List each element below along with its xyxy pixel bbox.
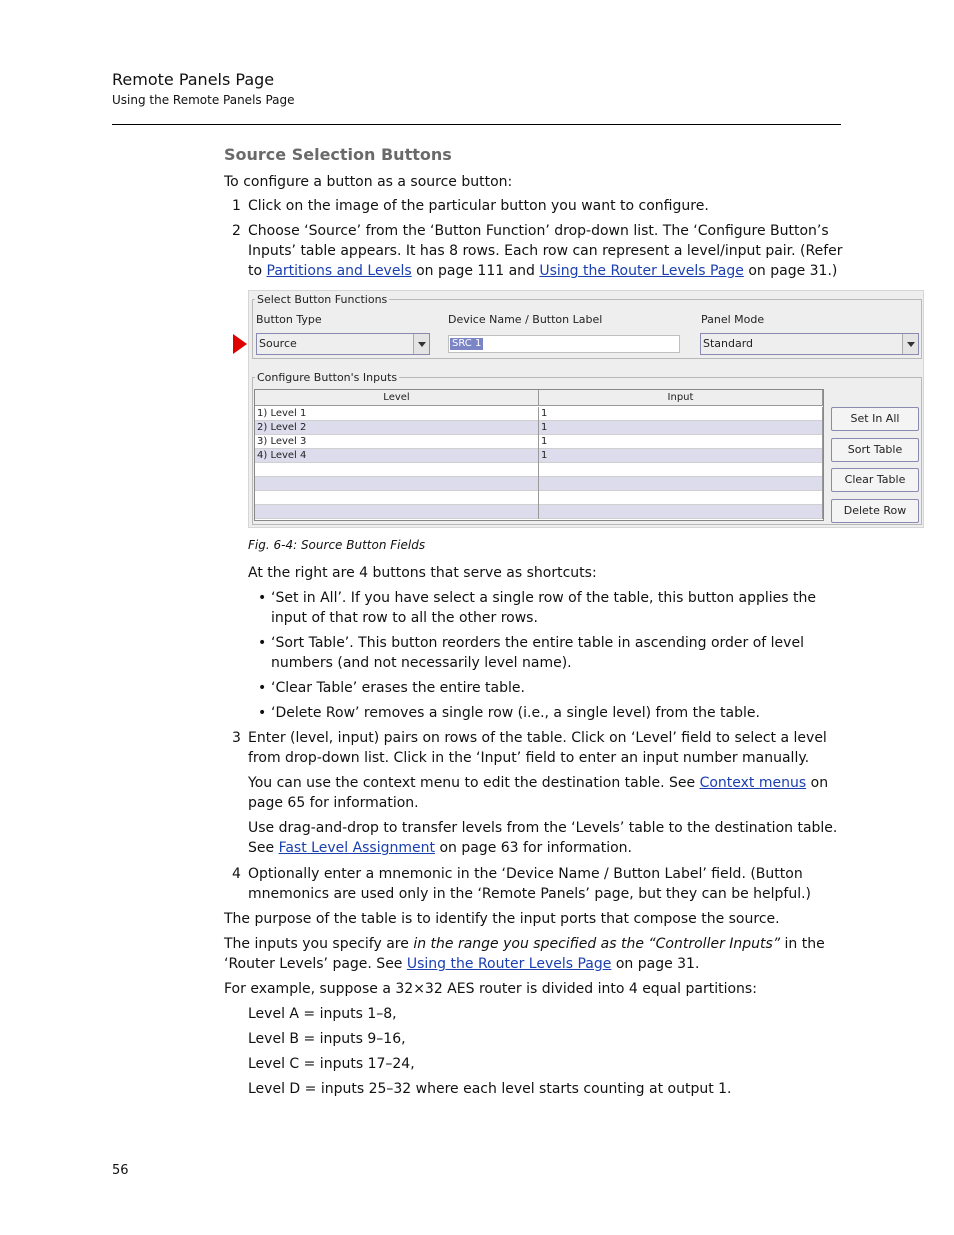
- paragraph-text-part: in the ‘Router Levels’ page. See: [224, 936, 825, 972]
- bullet-text: ‘Clear Table’ erases the entire table.: [271, 680, 525, 696]
- chevron-down-icon[interactable]: [413, 334, 429, 354]
- input-cell[interactable]: 1: [539, 421, 823, 435]
- level-cell[interactable]: 2) Level 2: [255, 421, 539, 435]
- input-cell[interactable]: [539, 491, 823, 505]
- sort-table-button[interactable]: Sort Table: [831, 438, 919, 462]
- input-cell[interactable]: 1: [539, 435, 823, 449]
- level-cell[interactable]: [255, 505, 539, 519]
- step-text-part: Choose ‘Source’ from the ‘Button Function’ drop-down list. The ‘Configure Button’s Inputs’ table appears. It has 8 rows. Each row can represent a level/input pair. (Refer to: [248, 223, 843, 279]
- delete-row-button[interactable]: Delete Row: [831, 499, 919, 523]
- step-1: [232, 196, 844, 216]
- paragraph-text-part: Use drag-and-drop to transfer levels from the ‘Levels’ table to the destination table. See: [248, 820, 838, 856]
- step-text: [248, 221, 844, 281]
- group-label: Select Button Functions: [257, 293, 388, 306]
- device-name-label: Device Name / Button Label: [448, 313, 603, 326]
- column-header-input[interactable]: Input: [539, 390, 823, 406]
- shortcuts-intro: At the right are 4 buttons that serve as shortcuts:: [248, 565, 597, 581]
- table-row[interactable]: [255, 407, 823, 421]
- inputs-table[interactable]: [254, 389, 824, 521]
- set-in-all-button[interactable]: Set In All: [831, 407, 919, 431]
- paragraph-emphasis: in the range you specified as the “Controller Inputs”: [413, 936, 781, 952]
- bullet-text: ‘Sort Table’. This button reorders the entire table in ascending order of level numbers (and not necessarily level name).: [271, 635, 804, 671]
- step-number: 3: [232, 730, 241, 746]
- input-cell[interactable]: [539, 477, 823, 491]
- link-router-levels-page[interactable]: Using the Router Levels Page: [406, 956, 612, 972]
- input-cell[interactable]: [539, 505, 823, 519]
- step-text-part: on page 31.): [743, 263, 838, 279]
- device-name-value: SRC 1: [452, 338, 482, 349]
- panel-mode-value: Standard: [703, 337, 754, 350]
- level-line: Level A = inputs 1–8,: [248, 1006, 397, 1022]
- table-row[interactable]: [255, 421, 823, 435]
- level-cell[interactable]: 4) Level 4: [255, 449, 539, 463]
- step-text: Click on the image of the particular button you want to configure.: [248, 198, 709, 214]
- device-name-input[interactable]: [448, 335, 680, 353]
- source-button-fields-figure: [248, 290, 924, 528]
- running-header-subtitle: Using the Remote Panels Page: [112, 93, 295, 107]
- bullet-glyph: •: [258, 590, 267, 606]
- paragraph-text-part: You can use the context menu to edit the destination table. See: [248, 775, 700, 791]
- step-2: [232, 221, 844, 281]
- figure-caption: Fig. 6-4: Source Button Fields: [248, 538, 426, 552]
- level-cell[interactable]: 1) Level 1: [255, 407, 539, 421]
- group-label: Configure Button's Inputs: [257, 371, 398, 384]
- input-cell[interactable]: 1: [539, 449, 823, 463]
- table-row[interactable]: [255, 435, 823, 449]
- level-line: Level B = inputs 9–16,: [248, 1031, 406, 1047]
- panel-mode-label: Panel Mode: [701, 313, 765, 326]
- purpose-paragraph: The purpose of the table is to identify the input ports that compose the source.: [224, 911, 780, 927]
- table-row[interactable]: [255, 449, 823, 463]
- step-number: 1: [232, 198, 241, 214]
- paragraph-text-part: on page 65 for information.: [248, 775, 829, 811]
- input-cell[interactable]: [539, 463, 823, 477]
- step-4: [232, 864, 844, 904]
- section-heading: Source Selection Buttons: [224, 145, 452, 164]
- inputs-paragraph: [224, 934, 844, 974]
- table-row[interactable]: [255, 477, 823, 491]
- table-row[interactable]: [255, 505, 823, 519]
- level-cell[interactable]: [255, 477, 539, 491]
- step-number: 2: [232, 223, 241, 239]
- input-cell[interactable]: 1: [539, 407, 823, 421]
- paragraph-text-part: on page 63 for information.: [435, 840, 632, 856]
- intro-text: To configure a button as a source button:: [224, 174, 513, 190]
- drag-drop-paragraph: [248, 818, 844, 858]
- link-partitions-and-levels[interactable]: Partitions and Levels: [266, 263, 412, 279]
- step-text: Enter (level, input) pairs on rows of the table. Click on ‘Level’ field to select a level from drop-down list. Click in the ‘Input’ field to enter an input number manually.: [248, 730, 827, 766]
- link-context-menus[interactable]: Context menus: [699, 775, 807, 791]
- bullet-text: ‘Delete Row’ removes a single row (i.e., a single level) from the table.: [271, 705, 760, 721]
- bullet-text: ‘Set in All’. If you have select a single row of the table, this button applies the input of that row to all the other rows.: [271, 590, 816, 626]
- pointer-arrow-icon: [233, 334, 247, 354]
- bullet-item: [258, 703, 844, 723]
- page-number: 56: [112, 1163, 129, 1178]
- step-number: 4: [232, 866, 241, 882]
- level-cell[interactable]: [255, 463, 539, 477]
- context-menu-paragraph: [248, 773, 844, 813]
- button-type-label: Button Type: [256, 313, 322, 326]
- link-fast-level-assignment[interactable]: Fast Level Assignment: [278, 840, 435, 856]
- step-text: Optionally enter a mnemonic in the ‘Device Name / Button Label’ field. (Button mnemonics are used only in the ‘Remote Panels’ page, but they can be helpful.): [248, 866, 812, 902]
- chevron-down-icon[interactable]: [902, 334, 918, 354]
- bullet-item: [258, 678, 844, 698]
- button-type-dropdown[interactable]: [256, 333, 430, 355]
- bullet-glyph: •: [258, 680, 267, 696]
- table-row[interactable]: [255, 491, 823, 505]
- example-paragraph: For example, suppose a 32×32 AES router is divided into 4 equal partitions:: [224, 981, 757, 997]
- bullet-glyph: •: [258, 635, 267, 651]
- paragraph-text-part: The inputs you specify are: [224, 936, 414, 952]
- link-router-levels-page[interactable]: Using the Router Levels Page: [539, 263, 744, 279]
- clear-table-button[interactable]: Clear Table: [831, 468, 919, 492]
- running-header-title: Remote Panels Page: [112, 70, 275, 89]
- bullet-glyph: •: [258, 705, 267, 721]
- bullet-item: [258, 633, 844, 673]
- level-cell[interactable]: [255, 491, 539, 505]
- panel-mode-dropdown[interactable]: [700, 333, 919, 355]
- column-header-level[interactable]: Level: [255, 390, 539, 406]
- step-text-part: on page 111 and: [411, 263, 540, 279]
- step-3: [232, 728, 844, 768]
- level-line: Level C = inputs 17–24,: [248, 1056, 415, 1072]
- table-row[interactable]: [255, 463, 823, 477]
- paragraph-text-part: on page 31.: [611, 956, 700, 972]
- header-divider: [112, 124, 841, 125]
- level-cell[interactable]: 3) Level 3: [255, 435, 539, 449]
- level-line: Level D = inputs 25–32 where each level starts counting at output 1.: [248, 1081, 732, 1097]
- button-type-value: Source: [259, 337, 297, 350]
- bullet-item: [258, 588, 844, 628]
